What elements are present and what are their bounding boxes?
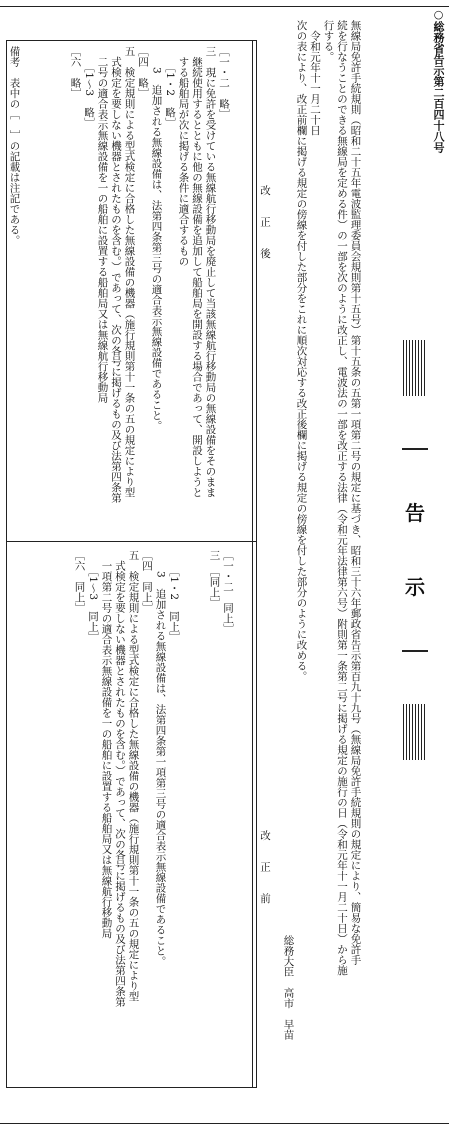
notice-title: ○総務省告示第二百四十八号 xyxy=(432,8,445,153)
notice-signer: 総務大臣 高市 早苗 xyxy=(282,935,295,1040)
table-divider-horizontal xyxy=(7,541,256,542)
kokuji-char-2: 示 xyxy=(405,575,425,599)
table-divider-vertical xyxy=(252,41,253,1087)
table-cell-after-amendment: ［一・二 略］ 三 現に免許を受けている無線航行移動局を廃止して当該無線航行移動局の無線設備をそのまま 継続使用するとともに他の無線設備を追加して船舶局を開設する場合であって、開設しようと する船舶局が次に掲げる条件に適合するもの ［1・2 略］ 3 追加される無線設備は、法第四条第三号の適合表示無線設備であること。 ［四 略］ 五 検定規則による型式検定に合格した無線設備の機器（施行規則第十一条の五の規定により型 式検定を要しない機器とされたものを含む。）であって、次の各号に掲げるもの及び法第四条第 二号の適合表示無線設備を一の船舶に設置する船舶局又は無線航行移動局 ［1～3 略］ ［六 略］ xyxy=(69,46,230,503)
kokuji-section-label xyxy=(396,340,434,760)
bottom-rule xyxy=(0,1123,449,1124)
stripe-decoration xyxy=(403,704,427,760)
stripe-decoration xyxy=(403,340,427,396)
notice-body: 無線局免許手続規則（昭和二十五年電波監理委員会規則第十五号）第十五条の五第一項第二号の規定に基づき、昭和三十六年郵政省告示第百九十九号（無線局免許手続規則の規定により、簡易な免許手 続を行なうことのできる無線局を定める件）の一部を次のように改正し、電波法の一部を改正する法律（令和元年法律第六号）附則第一条第二号に掲げる規定の施行の日（令和元年十一月二十日）から施 行する。 令和元年十一月二十日 次の表により、改正前欄に掲げる規定の傍線を付した部分をこれに順次対応する改正後欄に掲げる規定の傍線を付した部分のように改める。 xyxy=(295,20,362,976)
label-bar xyxy=(402,650,428,652)
column-header-before: 改 正 前 xyxy=(259,830,271,904)
table-remarks: 備考 表中の［ ］の記載は注記である。 xyxy=(8,46,21,246)
kokuji-char-1: 告 xyxy=(405,501,425,525)
table-cell-before-amendment: ［一・二 同上］ 三 ［同上］ ［1・2 同上］ 3 追加される無線設備は、法第四条第一項第三号の適合表示無線設備であること。 ［四 同上］ 五 検定規則による型式検定に合格した無線設備の機器（施行規則第十一条の五の規定により型 式検定を要しない機器とされたものを含む。）であって、次の各号に掲げるもの及び法第四条第 一項第二号の適合表示無線設備を一の船舶に設置する船舶局又は無線航行移動局 ［1～3 同上］ ［六 同上］ xyxy=(73,550,234,1007)
column-header-after: 改 正 後 xyxy=(259,185,271,259)
top-rule xyxy=(0,6,449,7)
label-bar xyxy=(402,448,428,450)
